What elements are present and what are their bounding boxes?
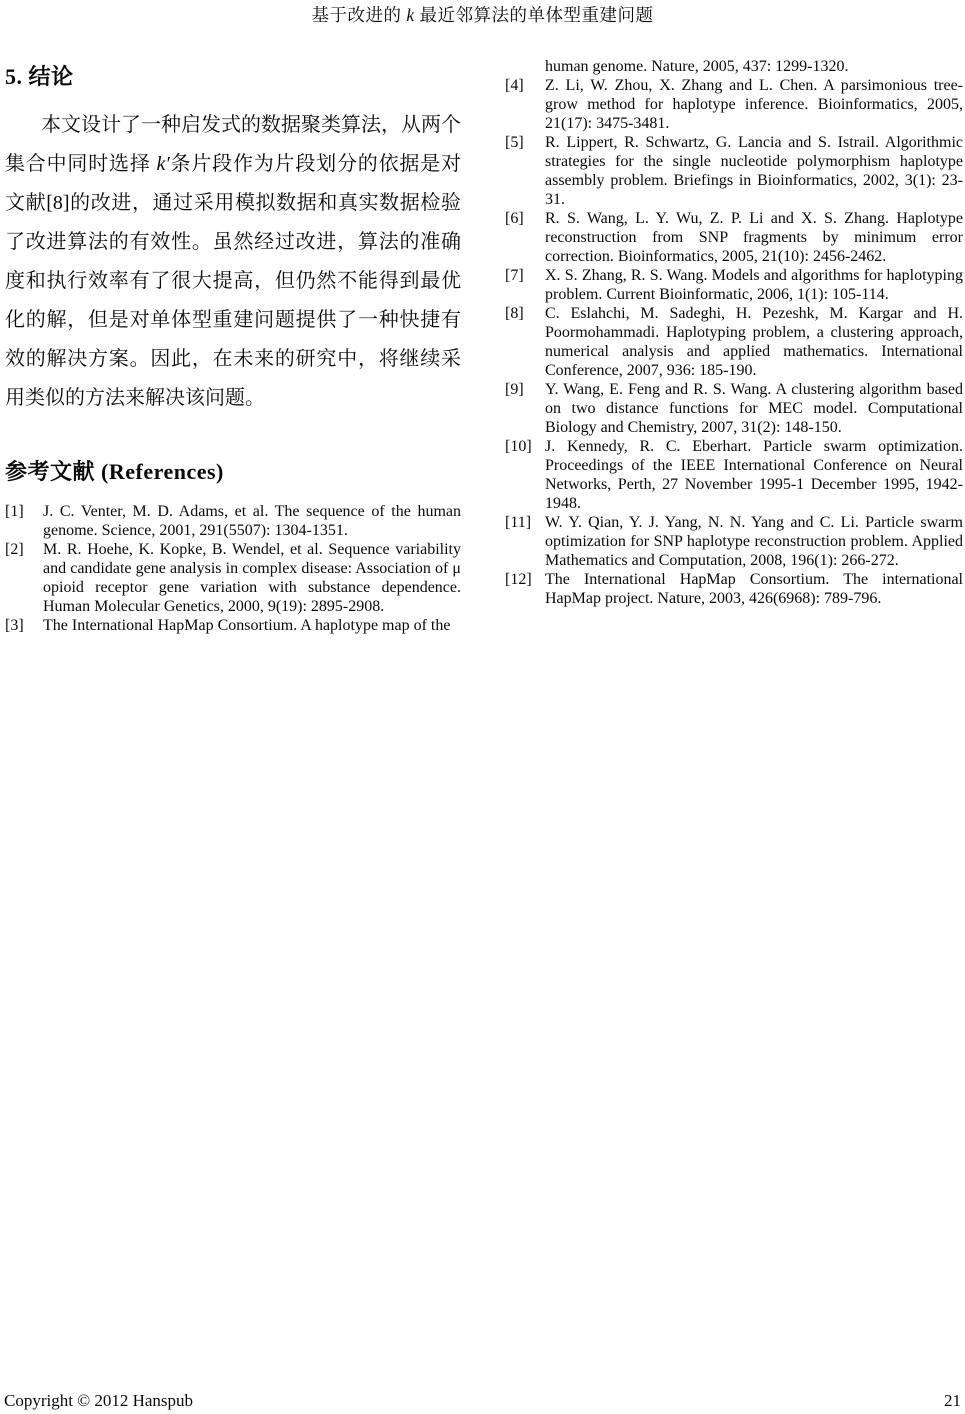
reference-text: R. Lippert, R. Schwartz, G. Lancia and S. Istrail. Algorithmic strategies for the single nucleotide polymorphism haplotype assembly problem. Briefings in Bioinformatics, 2002, 3(1): 23-31. (545, 134, 963, 208)
reference-number: [9] (505, 381, 524, 398)
reference-item (5, 502, 461, 540)
reference-number: [1] (5, 503, 24, 520)
conclusion-text-1: 本文设计了一种启发式的数据聚类算法，从两个集合中同时选择 (5, 114, 461, 175)
reference-number: [2] (5, 541, 24, 558)
conclusion-text-2: 条片段作为片段划分的依据是对文献[8]的改进，通过采用模拟数据和真实数据检验了改进算法的有效性。虽然经过改进，算法的准确度和执行效率有了很大提高，但仍然不能得到最优化的解，但是对单体型重建问题提供了一种快捷有效的解决方案。因此，在未来的研究中，将继续采用类似的方法来解决该问题。 (5, 153, 462, 409)
reference-number: [12] (505, 571, 532, 588)
reference-item (505, 304, 963, 380)
title-suffix: 最近邻算法的单体型重建问题 (414, 5, 654, 25)
reference-item (5, 616, 461, 635)
reference-3-continuation: human genome. Nature, 2005, 437: 1299-1320. (545, 58, 849, 75)
conclusion-paragraph (5, 106, 461, 418)
reference-text: R. S. Wang, L. Y. Wu, Z. P. Li and X. S. Zhang. Haplotype reconstruction from SNP fragments by minimum error correction. Bioinformatics, 2005, 21(10): 2456-2462. (545, 210, 963, 265)
reference-text: J. Kennedy, R. C. Eberhart. Particle swarm optimization. Proceedings of the IEEE International Conference on Neural Networks, Perth, 27 November 1995-1 December 1995, 1942-1948. (545, 438, 963, 512)
right-column (505, 55, 963, 608)
conclusion-variable-k: k′ (156, 153, 170, 175)
reference-text: W. Y. Qian, Y. J. Yang, N. N. Yang and C. Li. Particle swarm optimization for SNP haplotype reconstruction problem. Applied Mathematics and Computation, 2008, 196(1): 266-272. (545, 514, 963, 569)
left-column (5, 55, 461, 635)
reference-item (505, 133, 963, 209)
title-variable-k: k (406, 5, 415, 25)
title-prefix: 基于改进的 (311, 5, 407, 25)
reference-number: [7] (505, 267, 524, 284)
page-number: 21 (944, 1391, 961, 1410)
reference-number: [11] (505, 514, 532, 531)
reference-item (5, 540, 461, 616)
reference-text: The International HapMap Consortium. A haplotype map of the (43, 617, 451, 634)
reference-number: [4] (505, 77, 524, 94)
reference-text: C. Eslahchi, M. Sadeghi, H. Pezeshk, M. Kargar and H. Poormohammadi. Haplotyping problem, a clustering approach, numerical analysis and applied mathematics. International Conference, 2007, 936: 185-190. (545, 305, 963, 379)
reference-text: The International HapMap Consortium. The international HapMap project. Nature, 2003, 426(6968): 789-796. (545, 571, 963, 607)
references-heading-en: (References) (95, 459, 224, 484)
references-list-left (5, 502, 461, 635)
reference-text: J. C. Venter, M. D. Adams, et al. The sequence of the human genome. Science, 2001, 291(5507): 1304-1351. (43, 503, 461, 539)
reference-number: [6] (505, 210, 524, 227)
page-footer (4, 1391, 961, 1411)
reference-text: M. R. Hoehe, K. Kopke, B. Wendel, et al. Sequence variability and candidate gene analysis in complex disease: Association of μ opioid receptor gene variation with substance dependence. Human Molecular Genetics, 2000, 9(19): 2895-2908. (43, 541, 461, 615)
reference-number: [8] (505, 305, 524, 322)
reference-item (505, 570, 963, 608)
reference-item (505, 380, 963, 437)
reference-item (505, 76, 963, 133)
reference-text: X. S. Zhang, R. S. Wang. Models and algorithms for haplotyping problem. Current Bioinformatic, 2006, 1(1): 105-114. (545, 267, 963, 303)
copyright-notice: Copyright © 2012 Hanspub (4, 1391, 194, 1410)
conclusion-heading: 5. 结论 (5, 64, 74, 89)
reference-number: [5] (505, 134, 524, 151)
reference-item (505, 437, 963, 513)
reference-number: [10] (505, 438, 532, 455)
reference-number: [3] (5, 617, 24, 634)
reference-text: Z. Li, W. Zhou, X. Zhang and L. Chen. A parsimonious tree-grow method for haplotype inference. Bioinformatics, 2005, 21(17): 3475-3481. (545, 77, 963, 132)
running-head-title (0, 2, 965, 27)
reference-text: Y. Wang, E. Feng and R. S. Wang. A clustering algorithm based on two distance functions for MEC model. Computational Biology and Chemistry, 2007, 31(2): 148-150. (545, 381, 963, 436)
reference-item (505, 266, 963, 304)
references-heading (5, 455, 461, 486)
reference-item (505, 513, 963, 570)
references-heading-zh: 参考文献 (5, 459, 96, 484)
references-list-right (505, 76, 963, 608)
reference-item (505, 209, 963, 266)
